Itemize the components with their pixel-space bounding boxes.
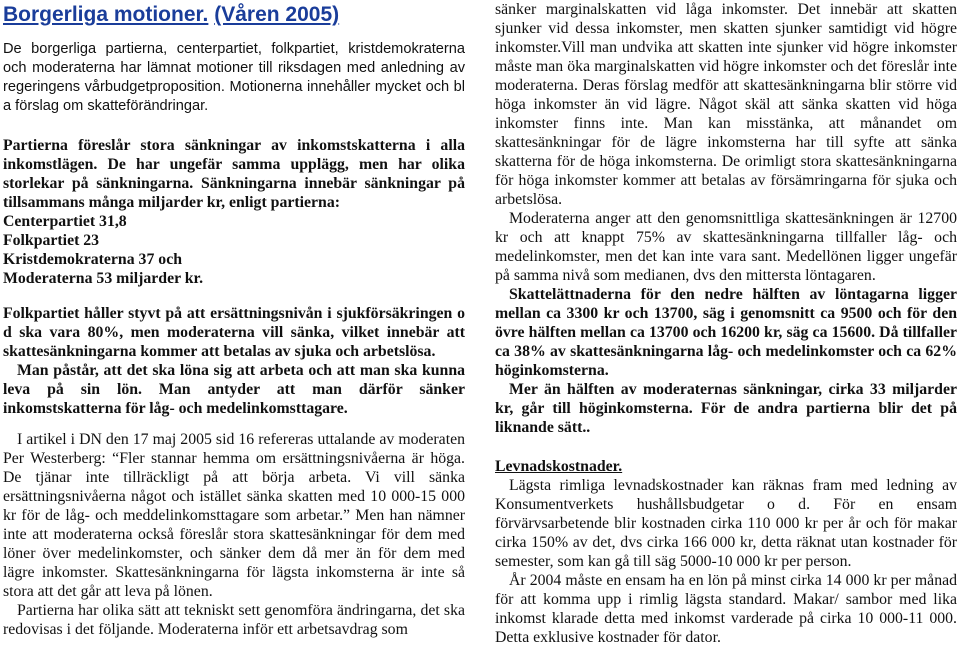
paragraph-minimum-wage: År 2004 måste en ensam ha en lön på minst cirka 14 000 kr per månad för att komma upp i rimlig lägsta standard. Makar/ sambor med lika inkomst klarade detta med inkomst varderade på cirka 10 000-11 000. Detta exklusive kostnader för dator. bbox=[495, 572, 957, 646]
paragraph-average-cut: Moderaterna anger att den genomsnittliga skattesänkningen är 12700 kr och att knappt 75% av skattesänkningarna tillfaller låg- och medelinkomster, men det kan inte vara sant. Medellönen ligger ungefär på samma nivå som medianen, dvs den mittersta löntagaren. bbox=[495, 210, 957, 284]
left-column bbox=[3, 0, 465, 639]
paragraph-technical-changes: Partierna har olika sätt att tekniskt sett genomföra ändringarna, det ska redovisas i det följande. Moderaterna inför ett arbetsavdrag som bbox=[3, 602, 465, 639]
page-title bbox=[3, 3, 465, 26]
list-item: Folkpartiet 23 bbox=[3, 232, 100, 250]
list-item: Centerpartiet 31,8 bbox=[3, 213, 127, 231]
right-column bbox=[495, 0, 957, 647]
intro-paragraph: De borgerliga partierna, centerpartiet, folkpartiet, kristdemokraterna och moderaterna har lämnat motioner till riksdagen med anledning av regeringens vårbudgetproposition. Motionerna innehåller mycket och bl a förslag om skatteförändringar. bbox=[3, 41, 465, 115]
section-heading-living-costs: Levnadskostnader. bbox=[495, 458, 623, 475]
bold-paragraph-distribution: Skattelättnaderna för den nedre hälften av löntagarna ligger mellan ca 3300 kr och 13700, säg i genomsnitt ca 9500 och för den övre hälften mellan ca 13700 och 16200 kr, säg ca 15600. Då tillfaller ca 38% av skattesänkningarna låg- och medelinkomster och ca 62% höginkomsterna. bbox=[495, 286, 957, 379]
bold-paragraph-tax-cuts: Partierna föreslår stora sänkningar av inkomstskatterna i alla inkomstlägen. De har ungefär samma upplägg, men har olika storlekar på sänkningarna. Sänkningarna innebär sänkningar på tillsammans många miljarder kr, enligt partierna: bbox=[3, 137, 465, 212]
title-main: Borgerliga motioner. bbox=[3, 3, 209, 26]
list-item: Kristdemokraterna 37 och bbox=[3, 251, 183, 269]
title-sub: (Våren 2005) bbox=[214, 3, 340, 26]
paragraph-dn-article: I artikel i DN den 17 maj 2005 sid 16 refereras uttalande av moderaten Per Westerberg: “Fler stannar hemma om ersättningsnivåerna är höga. De tjänar inte tillräckligt på att börja arbeta. Vi vill sänka ersättningsnivåerna något och istället sänka skatten med 10 000-15 000 kr för de låg- och meddelinkomsttagare som arbetar.” Men han nämner inte att moderaterna också föreslår stora skattesänkningar för dem med löner över medelinkomster, och sänker dem då mer än för dem med lägre inkomster. Skattesänkningarna för lägsta inkomsterna är inte så stora att det går att leva på lönen. bbox=[3, 431, 465, 601]
paragraph-marginal-tax: sänker marginalskatten vid låga inkomster. Det innebär att skatten sjunker vid dessa inkomster, men skatten sjunker samtidigt vid högre inkomster.Vill man undvika att skatten inte sjunker vid högre inkomster måste man öka marginalskatten vid högre inkomster och det föreslår inte moderaterna. Deras förslag medför att skattesänkningarna blir större vid höga inkomster än vid lägre. Något skäl att sänka skatten vid höga inkomster finns inte. Man kan misstänka, att månandet om skattesänkningar för de lägre inkomsterna har till syfte att sänka skatterna för de höga inkomsterna. De orimligt stora skattesänkningarna för höga inkomster kommer att betalas av försämringarna för sjuka och arbetslösa. bbox=[495, 1, 957, 208]
party-list bbox=[3, 212, 465, 288]
list-item: Moderaterna 53 miljarder kr. bbox=[3, 270, 204, 288]
bold-paragraph-high-incomes: Mer än hälften av moderaternas sänkningar, cirka 33 miljarder kr, går till höginkomsterna. För de andra partierna blir det på liknande sätt.. bbox=[495, 381, 957, 436]
bold-paragraph-sickness-insurance: Folkpartiet håller styvt på att ersättningsnivån i sjukförsäkringen o d ska vara 80%, men moderaterna vill sänka, vilket innebär att skattesänkningarna kommer att betalas av sjuka och arbetslösa. bbox=[3, 305, 465, 361]
bold-paragraph-work-pays: Man påstår, att det ska löna sig att arbeta och att man ska kunna leva på sin lön. Man antyder att man därför sänker inkomstskatterna för låg- och medelinkomsttagare. bbox=[3, 362, 465, 418]
paragraph-living-costs: Lägsta rimliga levnadskostnader kan räknas fram med ledning av Konsumentverkets hushållsbudgetar o d. För en ensam förvärvsarbetende blir kostnaden cirka 110 000 kr per år och för makar cirka 150% av det, dvs cirka 166 000 kr, detta räknat utan kostnader för semester, som kan gå till säg 5000-10 000 kr per person. bbox=[495, 477, 957, 570]
